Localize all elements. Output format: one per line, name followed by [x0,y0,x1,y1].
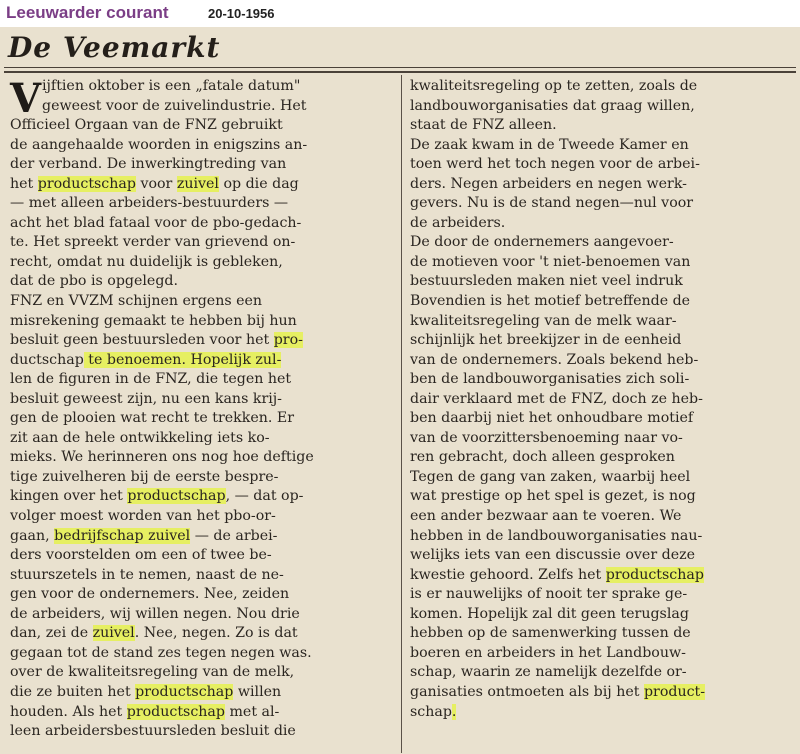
article-text: dan, zei de [10,625,93,642]
highlighted-term: te benoemen. Hopelijk zul- [83,351,282,368]
article-line [410,390,794,410]
article-line [10,97,396,117]
article-line [410,292,794,312]
article-text: toen werd het toch negen voor de arbei- [410,156,700,173]
article-text: ben de landbouworganisaties zich soli- [410,371,690,388]
article-line [410,194,794,214]
article-line [410,468,794,488]
article-text: kwaliteitsregeling op te zetten, zoals de [410,78,698,94]
highlighted-term: . [451,703,457,720]
article-line [10,448,396,468]
highlighted-term: pro- [273,332,303,349]
article-line [410,136,794,156]
article-text: schap, waarin ze namelijk dezelfde or- [410,664,687,681]
article-line [10,312,396,332]
article-text: komen. Hopelijk zal dit geen terugslag [410,605,689,622]
article-text: welijks iets van een discussie over deze [410,547,695,564]
article-text: besluit geen bestuursleden voor het [10,332,274,349]
article-text: — de arbei- [190,527,278,544]
highlighted-term: zuivel [176,175,219,192]
article-text: het [10,175,38,192]
article-line [10,624,396,644]
article-line [10,233,396,253]
drop-cap: V [10,75,42,122]
article-text: len de figuren in de FNZ, die tegen het [10,371,292,388]
article-text: is er nauwelijks of nooit ter sprake ge- [410,586,688,603]
article-line [10,194,396,214]
article-text: der verband. De inwerkingtreding van [10,156,287,173]
article-text: hebben op de samenwerking tussen de [410,625,691,642]
article-line [410,272,794,292]
article-line [410,233,794,253]
article-title: De Veemarkt [8,31,221,64]
article-text: gevers. Nu is de stand negen—nul voor [410,195,694,212]
article-text: de arbeiders. [410,214,506,231]
article-text: een ander bezwaar aan te voeren. We [410,508,682,525]
article-line [410,546,794,566]
article-line [410,409,794,429]
article-text: staat de FNZ alleen. [410,117,557,134]
article-text: voor [135,175,177,192]
article-line [410,116,794,136]
article-text: leen arbeidersbestuursleden besluit die [10,723,296,740]
article-text: FNZ en VVZM schijnen ergens een [10,293,263,310]
article-line [410,487,794,507]
article-text: willen [233,683,282,700]
article-line [410,429,794,449]
article-text: gegaan tot de stand zes tegen negen was. [10,644,312,661]
masthead-bar [0,0,800,27]
article-text: kwestie gehoord. Zelfs het [410,566,606,583]
article-text: ders voorstelden om een of twee be- [10,547,272,564]
article-line [10,644,396,664]
article-line [410,155,794,175]
article-line [10,566,396,586]
article-line [410,585,794,605]
article-text: ductschap [10,351,84,368]
article-text: wat prestige op het spel is gezet, is nog [410,488,696,505]
article-line [410,507,794,527]
article-line [10,351,396,371]
article-line [410,703,794,723]
article-text: geweest voor de zuivelindustrie. Het [42,97,307,114]
article-line [410,253,794,273]
article-line [10,605,396,625]
article-text: De zaak kwam in de Tweede Kamer en [410,136,689,153]
article-text: dat de pbo is opgelegd. [10,273,178,290]
article-text: boeren en arbeiders in het Landbouw- [410,644,686,661]
article-line [10,429,396,449]
article-line [10,155,396,175]
column-divider [401,75,402,753]
article-line [10,683,396,703]
article-line [410,214,794,234]
article-text: de arbeiders, wij willen negen. Nou drie [10,605,300,622]
article-line [10,292,396,312]
article-text: de aangehaalde woorden in enigszins an- [10,136,308,153]
article-text: gen de plooien wat recht te trekken. Er [10,410,295,427]
article-text: ijftien oktober is een „fatale datum" [42,78,301,94]
article-text: tige zuivelheren bij de eerste bespre- [10,468,279,485]
article-text: ders. Negen arbeiders en negen werk- [410,175,687,192]
article-text: recht, omdat nu duidelijk is gebleken, [10,253,283,270]
article-text: volger moest worden van het pbo-or- [10,508,276,525]
article-line [10,390,396,410]
newspaper-clipping [0,27,800,754]
article-text: van de voorzittersbenoeming naar vo- [410,429,683,446]
article-text: besluit geweest zijn, nu een kans krij- [10,390,282,407]
title-rule-thick [4,71,796,73]
article-text: bestuursleden maken niet veel indruk [410,273,683,290]
article-text: De door de ondernemers aangevoer- [410,234,674,251]
article-text: op die dag [218,175,299,192]
article-text: de motieven voor 't niet-benoemen van [410,253,691,270]
article-line [10,663,396,683]
article-line [410,683,794,703]
article-text: Officieel Orgaan van de FNZ gebruikt [10,117,283,134]
newspaper-name: Leeuwarder courant [6,3,169,22]
article-line [10,214,396,234]
article-line [410,97,794,117]
article-text: houden. Als het [10,703,127,720]
article-text: acht het blad fataal voor de pbo-gedach- [10,214,302,231]
article-line [10,703,396,723]
article-line [10,507,396,527]
highlighted-term: zuivel [92,625,135,642]
article-text: misrekening gemaakt te hebben bij hun [10,312,297,329]
highlighted-term: productschap [135,683,234,700]
article-text: ganisaties ontmoeten als bij het [410,683,644,700]
article-text: met al- [224,703,280,720]
article-line [410,448,794,468]
article-text: ren gebracht, doch alleen gesproken [410,449,675,466]
article-line [10,468,396,488]
article-line [10,722,396,742]
article-line [410,527,794,547]
article-text: kingen over het [10,488,128,505]
article-text: gen voor de ondernemers. Nee, zeiden [10,586,290,603]
highlighted-term: productschap [605,566,704,583]
article-text: over de kwaliteitsregeling van de melk, [10,664,295,681]
article-text: — met alleen arbeiders-bestuurders — [10,195,289,212]
title-rule [4,67,796,68]
article-text: ben daarbij niet het onhoudbare motief [410,410,694,427]
article-line [410,624,794,644]
article-text: landbouworganisaties dat graag willen, [410,97,695,114]
article-text: kwaliteitsregeling van de melk waar- [410,312,677,329]
article-text: gaan, [10,527,55,544]
article-line [10,253,396,273]
article-line [10,370,396,390]
article-line [10,487,396,507]
article-line [410,644,794,664]
article-text: dair verklaard met de FNZ, doch ze heb- [410,390,703,407]
article-line [410,175,794,195]
highlighted-term: productschap [37,175,136,192]
article-line [410,312,794,332]
article-line [10,136,396,156]
article-text: Bovendien is het motief betreffende de [410,293,691,310]
highlighted-term: product- [643,683,706,700]
article-line [410,566,794,586]
article-line [10,546,396,566]
article-line [10,175,396,195]
article-line [10,409,396,429]
article-text: van de ondernemers. Zoals bekend heb- [410,351,699,368]
article-line [10,527,396,547]
article-text: , — dat op- [225,488,304,505]
highlighted-term: bedrijfschap zuivel [54,527,191,544]
article-text: . Nee, negen. Zo is dat [134,625,298,642]
article-line [10,585,396,605]
article-text: zit aan de hele ontwikkeling iets ko- [10,429,270,446]
article-text: stuurszetels in te nemen, naast de ne- [10,566,284,583]
article-line [410,77,794,97]
publication-date: 20-10-1956 [208,6,275,21]
article-text: mieks. We herinneren ons nog hoe deftige [10,449,314,466]
article-line [410,331,794,351]
article-line [10,272,396,292]
article-line [10,331,396,351]
article-text: die ze buiten het [10,683,136,700]
article-column-left [10,77,396,742]
article-line [410,605,794,625]
article-line [10,116,396,136]
article-line [410,663,794,683]
article-text: schijnlijk het breekijzer in de eenheid [410,332,682,349]
highlighted-term: productschap [127,488,226,505]
article-line [410,370,794,390]
highlighted-term: productschap [126,703,225,720]
article-line [410,351,794,371]
article-column-right [410,77,794,722]
article-text: schap [410,703,452,720]
article-text: Tegen de gang van zaken, waarbij heel [410,468,691,485]
article-text: hebben in de landbouworganisaties nau- [410,527,703,544]
article-text: te. Het spreekt verder van grievend on- [10,234,296,251]
